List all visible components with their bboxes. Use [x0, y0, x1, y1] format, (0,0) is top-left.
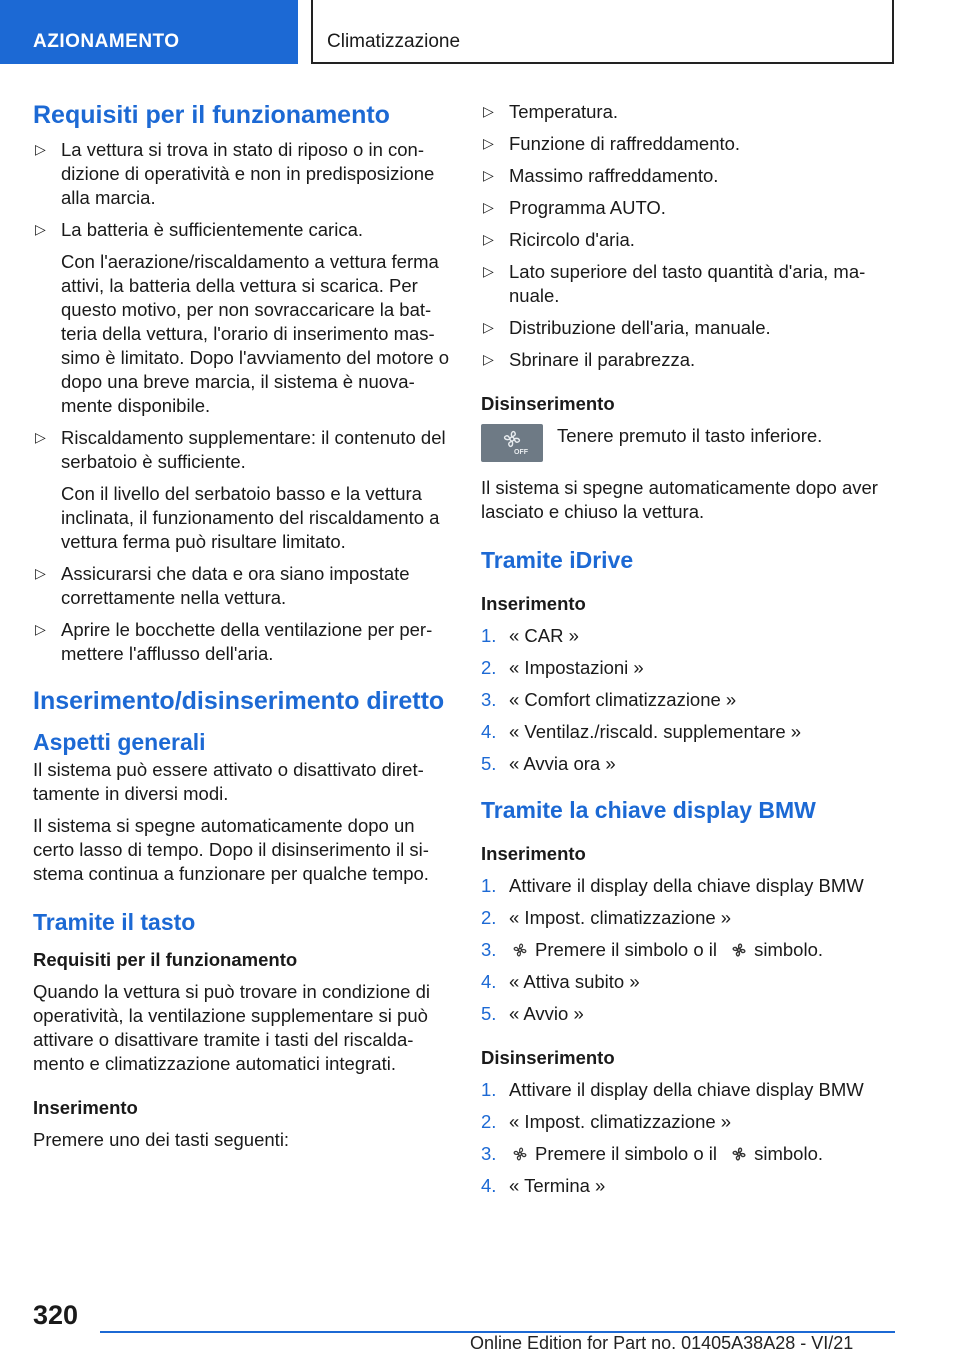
fan-icon	[511, 941, 529, 959]
fan-off-button-icon	[481, 424, 543, 462]
right-column	[481, 100, 896, 1206]
step-text: « Ventilaz./riscald. supplementare »	[509, 721, 802, 742]
heading-chiave-display: Tramite la chiave display BMW	[481, 797, 816, 823]
heading-requisiti: Requisiti per il funzionamento	[33, 101, 390, 129]
list-item	[33, 618, 451, 666]
subheading-requisiti: Requisiti per il funzionamento	[33, 949, 298, 970]
step-text: Premere il simbolo o il	[535, 939, 717, 960]
chiave-dis-steps	[481, 1078, 896, 1198]
list-item: ▷ Lato superiore del tasto quantità d'aria, manuale.	[481, 260, 896, 308]
list-item	[481, 1002, 896, 1026]
idrive-steps	[481, 624, 896, 776]
step-number: 1.	[481, 625, 497, 646]
list-item	[33, 426, 451, 554]
list-item: ▷ Massimo raffreddamento.	[481, 164, 896, 188]
list-item-note: Con il livello del serbatoio basso e la vettura inclinata, il funzionamento del riscaldamento a vettura ferma può risultare limitato.	[61, 483, 440, 552]
tasti-list	[481, 100, 896, 372]
list-item	[481, 906, 896, 930]
list-item-text: Assicurarsi che data e ora siano impostate correttamente nella vettura.	[61, 563, 410, 608]
paragraph: Il sistema può essere attivato o disattivato direttamente in diversi modi.	[33, 759, 424, 804]
list-item: ▷ Programma AUTO.	[481, 196, 896, 220]
step-text: « Comfort climatizzazione »	[509, 689, 737, 710]
fan-icon	[730, 941, 748, 959]
step-number: 3.	[481, 1143, 497, 1164]
disinserimento-row	[481, 424, 896, 462]
list-item	[33, 138, 451, 210]
subheading-inserimento: Inserimento	[481, 843, 586, 864]
list-item: ▷ Temperatura.	[481, 100, 896, 124]
list-item-text: Riscaldamento supplementare: il contenuto del serbatoio è sufficiente.	[61, 427, 446, 472]
heading-inserimento-diretto: Inserimento/disinserimento diretto	[33, 687, 445, 715]
list-item	[481, 1174, 896, 1198]
step-text: « Avvia ora »	[509, 753, 616, 774]
step-text: « Impost. climatizzazione »	[509, 907, 732, 928]
list-item	[33, 562, 451, 610]
list-item	[481, 1142, 896, 1166]
list-item	[481, 1110, 896, 1134]
header-title-box	[311, 0, 894, 64]
paragraph: Il sistema si spegne automaticamente dopo un certo lasso di tempo. Dopo il disinserimento il sistema continua a funzionare per qualche tempo.	[33, 815, 429, 884]
step-number: 1.	[481, 1079, 497, 1100]
disinserimento-text: Tenere premuto il tasto inferiore.	[557, 425, 823, 446]
step-number: 5.	[481, 1003, 497, 1024]
list-item	[481, 874, 896, 898]
step-text: « Termina »	[509, 1175, 606, 1196]
step-text: « CAR »	[509, 625, 579, 646]
list-item	[481, 656, 896, 680]
step-text: Attivare il display della chiave display BMW	[509, 875, 864, 896]
subheading-inserimento: Inserimento	[33, 1097, 138, 1118]
list-item	[481, 1078, 896, 1102]
chiave-ins-steps	[481, 874, 896, 1026]
heading-idrive: Tramite iDrive	[481, 547, 634, 573]
fan-icon	[730, 1145, 748, 1163]
svg-text:OFF: OFF	[514, 449, 528, 456]
list-item	[481, 624, 896, 648]
list-item: ▷ Sbrinare il parabrezza.	[481, 348, 896, 372]
step-text: « Impostazioni »	[509, 657, 644, 678]
list-item: ▷ Ricircolo d'aria.	[481, 228, 896, 252]
step-number: 3.	[481, 689, 497, 710]
list-item	[481, 720, 896, 744]
step-text: Attivare il display della chiave display BMW	[509, 1079, 864, 1100]
step-text: Premere il simbolo o il	[535, 1143, 717, 1164]
step-number: 5.	[481, 753, 497, 774]
paragraph: Premere uno dei tasti seguenti:	[33, 1129, 290, 1150]
heading-aspetti: Aspetti generali	[33, 729, 206, 755]
list-item: ▷ Distribuzione dell'aria, manuale.	[481, 316, 896, 340]
page-number: 320	[33, 1300, 79, 1330]
subheading-disinserimento: Disinserimento	[481, 393, 615, 414]
paragraph: Quando la vettura si può trovare in condizione di operatività, la ventilazione supplementare si può attivare o disattivare tramite i tasti del riscaldamento e climatizzazione automatici integrati.	[33, 981, 430, 1074]
step-number: 1.	[481, 875, 497, 896]
step-text: simbolo.	[754, 1143, 824, 1164]
step-number: 4.	[481, 1175, 497, 1196]
list-item-text: La batteria è sufficientemente carica.	[61, 219, 363, 240]
list-item	[481, 938, 896, 962]
step-text: « Impost. climatizzazione »	[509, 1111, 732, 1132]
subheading-disinserimento: Disinserimento	[481, 1047, 615, 1068]
left-column	[33, 100, 451, 1160]
step-number: 4.	[481, 721, 497, 742]
list-item-note: Con l'aerazione/riscaldamento a vettura ferma attivi, la batteria della vettura si scarica. Per questo motivo, per non sovraccaricare la batteria della vettura, l'orario di inserimento massimo è limitato. Dopo l'avviamento del motore o dopo una breve marcia, il sistema è nuovamente disponibile.	[61, 251, 450, 416]
list-item	[33, 218, 451, 418]
step-text: simbolo.	[754, 939, 824, 960]
requisiti-list	[33, 138, 451, 666]
list-item-text: Aprire le bocchette della ventilazione per permettere l'afflusso dell'aria.	[61, 619, 433, 664]
list-item	[481, 970, 896, 994]
list-item	[481, 752, 896, 776]
header-section-label: AZIONAMENTO	[33, 31, 180, 52]
list-item: ▷ Funzione di raffreddamento.	[481, 132, 896, 156]
step-text: « Attiva subito »	[509, 971, 640, 992]
step-number: 3.	[481, 939, 497, 960]
paragraph: Il sistema si spegne automaticamente dopo aver lasciato e chiuso la vettura.	[481, 477, 878, 522]
step-text: « Avvio »	[509, 1003, 584, 1024]
step-number: 2.	[481, 657, 497, 678]
step-number: 2.	[481, 1111, 497, 1132]
fan-icon	[511, 1145, 529, 1163]
subheading-inserimento: Inserimento	[481, 593, 586, 614]
header-title: Climatizzazione	[327, 31, 461, 52]
footer-edition: Online Edition for Part no. 01405A38A28 - VI/21	[470, 1333, 854, 1353]
heading-tramite-tasto: Tramite il tasto	[33, 909, 196, 935]
step-number: 2.	[481, 907, 497, 928]
step-number: 4.	[481, 971, 497, 992]
list-item	[481, 688, 896, 712]
list-item-text: La vettura si trova in stato di riposo o in condizione di operatività e non in predisposizione alla marcia.	[61, 139, 435, 208]
header-section-tab	[0, 0, 298, 64]
